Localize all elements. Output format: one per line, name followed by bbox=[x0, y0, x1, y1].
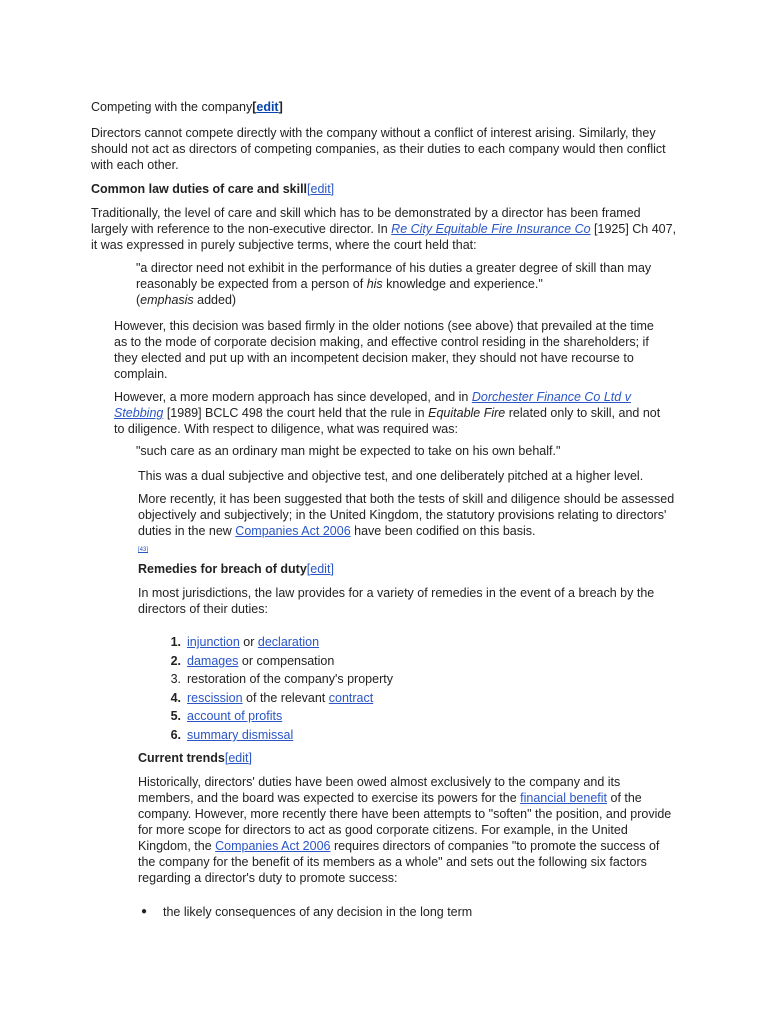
remedy-number: 5. bbox=[170, 709, 181, 724]
trends-edit-bracket: [edit] bbox=[224, 751, 252, 765]
care-skill-intro-text-2: [1925] Ch 407, it was expressed in purely subjective terms, where the court held that: bbox=[91, 222, 677, 252]
remedy-item-1 bbox=[170, 634, 587, 653]
trends-text-3: requires directors of companies "to promote the success of the company for the benefit of its members as a whole" and sets out the following six factors regarding a director's duty to promote success: bbox=[138, 839, 660, 885]
dorchester-finance-link[interactable]: Dorchester Finance Co Ltd v Stebbing bbox=[114, 390, 631, 420]
however-2-text-a: However, a more modern approach has since developed, and in bbox=[114, 390, 472, 404]
remedies-list bbox=[170, 634, 587, 746]
trends-text-1: Historically, directors' duties have been owed almost exclusively to the company and its members, and the board was expected to exercise its powers for the bbox=[138, 775, 621, 805]
remedies-intro: In most jurisdictions, the law provides for a variety of remedies in the event of a breach by the directors of their duties: bbox=[138, 586, 655, 616]
re-city-equitable-link[interactable]: Re City Equitable Fire Insurance Co bbox=[391, 222, 591, 236]
remedy-number: 1. bbox=[170, 635, 181, 649]
damages-link[interactable]: damages bbox=[187, 653, 239, 668]
section-remedies-heading bbox=[138, 561, 638, 577]
trends-heading-text: Current trends bbox=[138, 751, 225, 765]
care-skill-heading-text: Common law duties of care and skill bbox=[91, 182, 308, 196]
remedy-item-6 bbox=[170, 727, 587, 746]
care-skill-intro-text-1: Traditionally, the level of care and skill which has to be demonstrated by a director has been framed largely with reference to the non-executive director. In bbox=[91, 206, 641, 236]
emphasis-close: added) bbox=[193, 293, 237, 307]
remedy-connector: or bbox=[239, 635, 258, 649]
however-paragraph-2 bbox=[114, 389, 674, 437]
remedy-number: 3. bbox=[170, 672, 181, 687]
more-recently-paragraph bbox=[138, 491, 683, 555]
trends-text-2: of the company. However, more recently there have been attempts to "soften" the position, and provide for more scope for directors to act as good corporate citizens. For example, in the United Kingdom, the bbox=[138, 791, 672, 853]
account-of-profits-link[interactable]: account of profits bbox=[187, 709, 283, 724]
bullet-icon: ● bbox=[141, 906, 148, 917]
director-quote-text-2: knowledge and experience." bbox=[382, 277, 543, 291]
remedies-edit-link[interactable]: edit bbox=[310, 562, 331, 576]
however-paragraph-1: However, this decision was based firmly in the older notions (see above) that prevailed at the time as to the mode of corporate decision making, and effective control residing in the shareholders; if they elected and put up with an incompetent decision maker, they should not have recourse to complain. bbox=[114, 319, 654, 381]
remedy-connector: of the relevant bbox=[242, 690, 329, 705]
director-quote-text-1: "a director need not exhibit in the performance of his duties a greater degree of skill than may reasonably be expected from a person of bbox=[136, 261, 652, 291]
remedy-number: 6. bbox=[170, 727, 181, 742]
remedy-connector: or compensation bbox=[238, 653, 335, 668]
competing-edit-link[interactable]: edit bbox=[256, 100, 279, 114]
care-skill-edit-bracket: [edit] bbox=[307, 182, 335, 196]
remedy-item-3 bbox=[170, 671, 587, 690]
remedies-heading-text: Remedies for breach of duty bbox=[138, 562, 307, 576]
section-care-skill-heading bbox=[91, 181, 691, 197]
contract-link[interactable]: contract bbox=[328, 690, 374, 705]
care-skill-intro bbox=[91, 205, 677, 253]
director-quote bbox=[136, 260, 666, 308]
remedy-item-2 bbox=[170, 653, 587, 672]
financial-benefit-link[interactable]: financial benefit bbox=[520, 791, 608, 805]
care-skill-edit-link[interactable]: edit bbox=[310, 182, 331, 196]
director-quote-his: his bbox=[366, 277, 383, 291]
remedy-number: 2. bbox=[170, 653, 181, 668]
factors-list bbox=[141, 904, 663, 920]
injunction-link[interactable]: injunction bbox=[187, 635, 240, 649]
emphasis-open: ( bbox=[136, 293, 141, 307]
recent-text-1: More recently, it has been suggested that both the tests of skill and diligence should be assessed objectively and subjectively; in the United Kingdom, the statutory provisions relating to directors' duties in the new bbox=[138, 492, 675, 538]
however-2-text-b: [1989] BCLC 498 the court held that the rule in bbox=[163, 406, 429, 420]
companies-act-2006-link[interactable]: Companies Act 2006 bbox=[235, 524, 351, 538]
declaration-link[interactable]: declaration bbox=[257, 635, 320, 649]
ordinary-man-quote: "such care as an ordinary man might be expected to take on his own behalf." bbox=[136, 444, 561, 458]
trends-edit-link[interactable]: edit bbox=[228, 751, 249, 765]
restoration-text: restoration of the company's property bbox=[187, 672, 393, 687]
factor-item bbox=[141, 904, 663, 920]
factor-text: the likely consequences of any decision in the long term bbox=[163, 905, 473, 919]
citation-43-link[interactable]: [43] bbox=[138, 547, 149, 553]
emphasis-word: emphasis bbox=[140, 293, 194, 307]
remedy-number: 4. bbox=[170, 690, 181, 705]
companies-act-2006-link-2[interactable]: Companies Act 2006 bbox=[215, 839, 331, 853]
remedies-edit-bracket: [edit] bbox=[306, 562, 334, 576]
recent-text-2: have been codified on this basis. bbox=[350, 524, 536, 538]
dual-test-paragraph: This was a dual subjective and objective test, and one deliberately pitched at a higher level. bbox=[138, 469, 644, 483]
section-competing-heading bbox=[91, 99, 691, 115]
trends-paragraph bbox=[138, 774, 673, 886]
however-2-text-c: related only to skill, and not to diligence. With respect to diligence, what was required was: bbox=[114, 406, 661, 436]
competing-paragraph: Directors cannot compete directly with the company without a conflict of interest arising. Similarly, they should not act as directors of competing companies, as their duties to each company would then conflict with each other. bbox=[91, 126, 666, 172]
rescission-link[interactable]: rescission bbox=[187, 690, 243, 705]
summary-dismissal-link[interactable]: summary dismissal bbox=[187, 727, 294, 742]
remedy-item-4 bbox=[170, 690, 587, 709]
competing-edit-bracket: [edit] bbox=[252, 100, 283, 114]
equitable-fire-text: Equitable Fire bbox=[428, 406, 506, 420]
section-trends-heading bbox=[138, 750, 638, 766]
remedy-item-5 bbox=[170, 708, 587, 727]
competing-heading-text: Competing with the company bbox=[91, 100, 253, 114]
